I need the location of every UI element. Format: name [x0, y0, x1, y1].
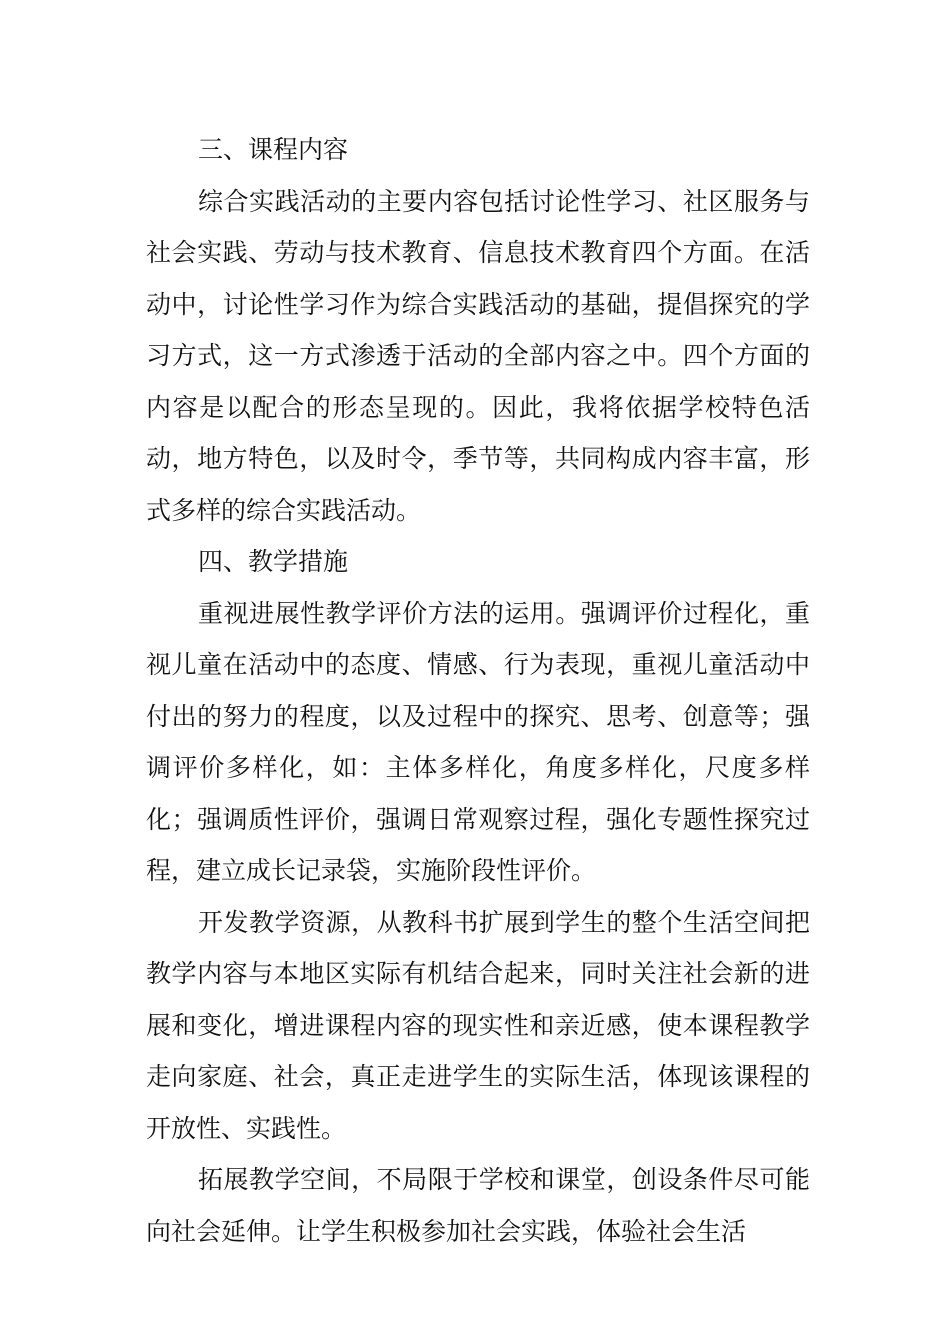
section-heading-teaching-measures: 四、教学措施 [198, 547, 349, 576]
paragraph-resources: 开发教学资源，从教科书扩展到学生的整个生活空间把教学内容与本地区实际有机结合起来，同时关注社会新的进展和变化，增进课程内容的现实性和亲近感，使本课程教学走向家庭、社会，真正走进学生的实际生活，体现该课程的开放性、实践性。 [146, 907, 810, 1143]
paragraph-space: 拓展教学空间，不局限于学校和课堂，创设条件尽可能向社会延伸。让学生积极参加社会实践，体验社会生活 [146, 1165, 810, 1246]
paragraph-evaluation: 重视进展性教学评价方法的运用。强调评价过程化，重视儿童在活动中的态度、情感、行为表现，重视儿童活动中付出的努力的程度，以及过程中的探究、思考、创意等；强调评价多样化，如：主体多样化，角度多样化，尺度多样化；强调质性评价，强调日常观察过程，强化专题性探究过程，建立成长记录袋，实施阶段性评价。 [146, 598, 810, 885]
document-body [146, 124, 810, 1257]
section-heading-course-content: 三、课程内容 [198, 135, 349, 164]
paragraph-course-content: 综合实践活动的主要内容包括讨论性学习、社区服务与社会实践、劳动与技术教育、信息技术教育四个方面。在活动中，讨论性学习作为综合实践活动的基础，提倡探究的学习方式，这一方式渗透于活动的全部内容之中。四个方面的内容是以配合的形态呈现的。因此，我将依据学校特色活动，地方特色，以及时令，季节等，共同构成内容丰富，形式多样的综合实践活动。 [146, 186, 810, 525]
